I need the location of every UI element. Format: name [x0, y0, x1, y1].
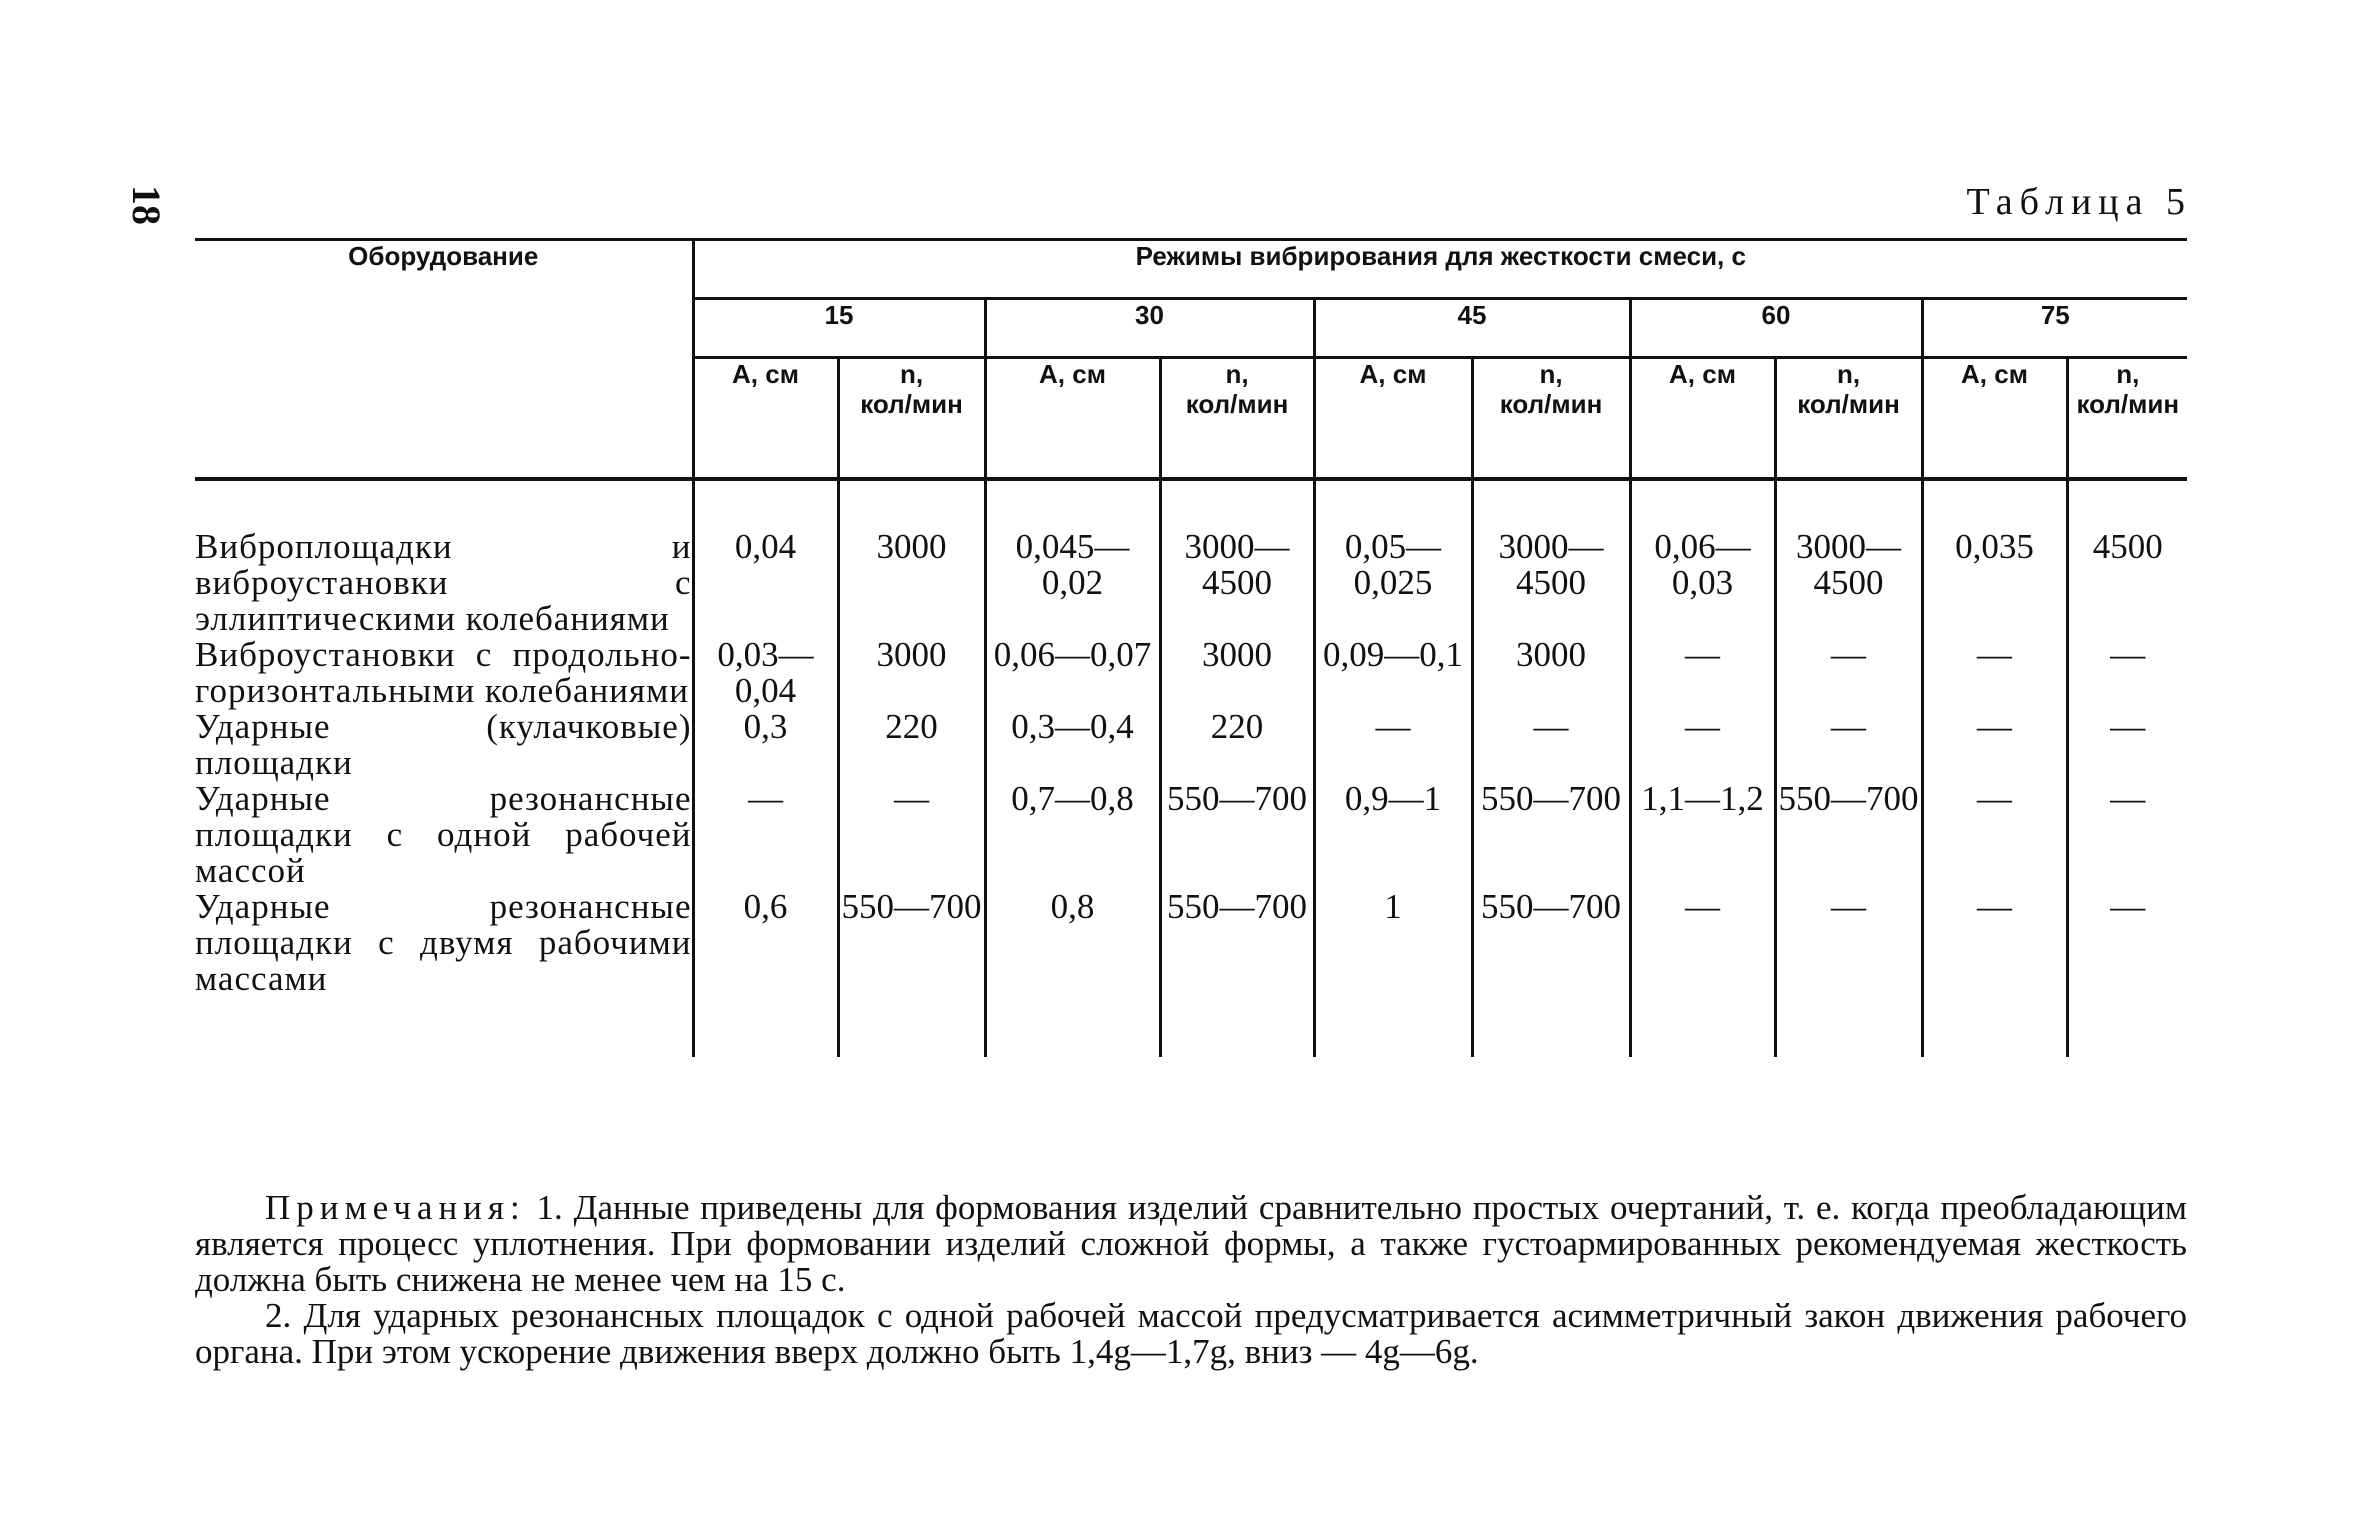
frequency-symbol: n, — [2116, 359, 2140, 389]
table-body — [195, 479, 2187, 1057]
stiffness-15-header: 15 — [693, 299, 985, 358]
frequency-symbol: n, — [899, 359, 924, 389]
value-cell: 3000 — [1472, 637, 1630, 709]
table-header — [195, 240, 2187, 480]
value-cell: 0,6 — [693, 889, 838, 1057]
frequency-header — [1775, 358, 1922, 480]
amplitude-header: А, см — [1630, 358, 1775, 480]
value-cell: 550—700 — [1160, 781, 1314, 889]
stiffness-30-header: 30 — [985, 299, 1314, 358]
table-container — [195, 238, 2187, 1057]
value-cell: 550—700 — [1775, 781, 1922, 889]
value-cell: — — [2067, 889, 2187, 1057]
frequency-header — [1472, 358, 1630, 480]
equipment-cell: Ударные резонансные площадки с одной рабочей массой — [195, 779, 692, 890]
stiffness-75-header: 75 — [1922, 299, 2187, 358]
value-cell: — — [1630, 889, 1775, 1057]
frequency-header — [838, 358, 985, 480]
value-cell: 3000—4500 — [1160, 479, 1314, 637]
value-cell: 1,1—1,2 — [1630, 781, 1775, 889]
table-row — [195, 637, 2187, 709]
value-cell: — — [1922, 709, 2067, 781]
value-cell: — — [838, 781, 985, 889]
table-row — [195, 889, 2187, 1057]
value-cell: 0,04 — [693, 479, 838, 637]
value-cell: — — [1314, 709, 1472, 781]
amplitude-header: А, см — [693, 358, 838, 480]
frequency-symbol: n, — [1539, 359, 1563, 389]
value-cell: 0,09—0,1 — [1314, 637, 1472, 709]
table-notes — [195, 1190, 2187, 1370]
value-cell: 0,9—1 — [1314, 781, 1472, 889]
value-cell: 220 — [838, 709, 985, 781]
equipment-cell: Виброустановки с продольно-горизонтальными колебаниями — [195, 635, 692, 710]
value-cell: 0,06—0,07 — [985, 637, 1160, 709]
value-cell: — — [1630, 637, 1775, 709]
value-cell: 550—700 — [1472, 889, 1630, 1057]
value-cell: — — [1922, 781, 2067, 889]
value-cell: 0,8 — [985, 889, 1160, 1057]
equipment-cell: Виброплощадки и виброустановки с эллиптическими колебаниями — [195, 527, 692, 638]
value-cell: 550—700 — [1160, 889, 1314, 1057]
value-cell: 3000—4500 — [1775, 479, 1922, 637]
note-2: 2. Для ударных резонансных площадок с одной рабочей массой предусматривается асимметричный закон движения рабочего органа. При этом ускорение движения вверх должно быть 1,4g—1,7g, вниз — 4g—6g. — [195, 1296, 2187, 1371]
table-row — [195, 781, 2187, 889]
value-cell: — — [1775, 709, 1922, 781]
amplitude-header: А, см — [1314, 358, 1472, 480]
value-cell: — — [2067, 781, 2187, 889]
frequency-symbol: n, — [1836, 359, 1861, 389]
notes-title: Примечания: — [265, 1188, 526, 1227]
value-cell: — — [2067, 637, 2187, 709]
modes-header: Режимы вибрирования для жесткости смеси, с — [693, 240, 2187, 299]
amplitude-header: А, см — [1922, 358, 2067, 480]
frequency-unit: кол/мин — [1499, 389, 1603, 419]
frequency-header — [2067, 358, 2187, 480]
page-number: 18 — [124, 185, 169, 225]
value-cell: — — [693, 781, 838, 889]
value-cell: 3000—4500 — [1472, 479, 1630, 637]
equipment-cell: Ударные (кулачковые) площадки — [195, 707, 692, 782]
stiffness-60-header: 60 — [1630, 299, 1922, 358]
table-row — [195, 479, 2187, 637]
value-cell: — — [1922, 889, 2067, 1057]
value-cell: 0,3—0,4 — [985, 709, 1160, 781]
value-cell: 3000 — [1160, 637, 1314, 709]
value-cell: — — [1630, 709, 1775, 781]
vibration-modes-table — [195, 238, 2187, 1057]
amplitude-header: А, см — [985, 358, 1160, 480]
value-cell: 0,045—0,02 — [985, 479, 1160, 637]
value-cell: 0,06—0,03 — [1630, 479, 1775, 637]
value-cell: 0,7—0,8 — [985, 781, 1160, 889]
equipment-cell: Ударные резонансные площадки с двумя рабочими массами — [195, 887, 692, 998]
value-cell: — — [1472, 709, 1630, 781]
value-cell: 0,05—0,025 — [1314, 479, 1472, 637]
value-cell: 550—700 — [1472, 781, 1630, 889]
equipment-header: Оборудование — [195, 240, 693, 480]
table-label: Таблица 5 — [1966, 181, 2192, 223]
value-cell: 0,3 — [693, 709, 838, 781]
frequency-symbol: n, — [1225, 359, 1249, 389]
value-cell: 1 — [1314, 889, 1472, 1057]
value-cell: 220 — [1160, 709, 1314, 781]
value-cell: — — [1775, 637, 1922, 709]
table-row — [195, 709, 2187, 781]
value-cell: 0,03—0,04 — [693, 637, 838, 709]
note-1-text: 1. Данные приведены для формования изделий сравнительно простых очертаний, т. е. когда преобладающим является процесс уплотнения. При формовании изделий сложной формы, а также густоармированных рекомендуемая жесткость должна быть снижена не менее чем на 15 с. — [195, 1188, 2188, 1299]
frequency-unit: кол/мин — [1797, 389, 1900, 419]
value-cell: 4500 — [2067, 479, 2187, 637]
frequency-header — [1160, 358, 1314, 480]
value-cell: 0,035 — [1922, 479, 2067, 637]
frequency-unit: кол/мин — [860, 389, 963, 419]
value-cell: 3000 — [838, 479, 985, 637]
value-cell: — — [2067, 709, 2187, 781]
stiffness-45-header: 45 — [1314, 299, 1630, 358]
value-cell: — — [1775, 889, 1922, 1057]
value-cell: 550—700 — [838, 889, 985, 1057]
frequency-unit: кол/мин — [2076, 389, 2180, 419]
note-1 — [195, 1190, 2187, 1298]
value-cell: — — [1922, 637, 2067, 709]
value-cell: 3000 — [838, 637, 985, 709]
frequency-unit: кол/мин — [1185, 389, 1289, 419]
